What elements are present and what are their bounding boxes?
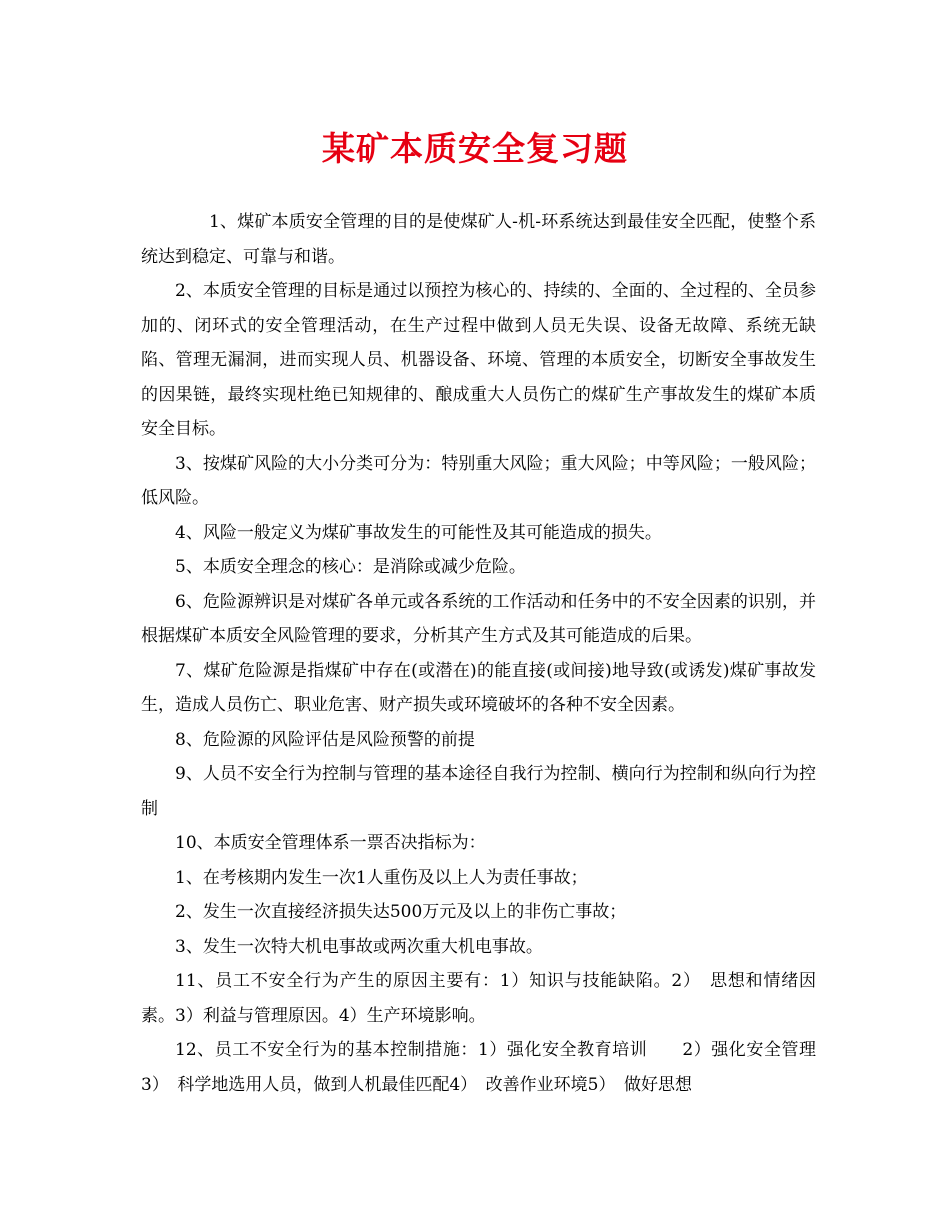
paragraph: 2、发生一次直接经济损失达500万元及以上的非伤亡事故；: [175, 902, 627, 922]
paragraph: 4、风险一般定义为煤矿事故发生的可能性及其可能造成的损失。: [175, 522, 662, 543]
paragraph: 9、人员不安全行为控制与管理的基本途径自我行为控制、横向行为控制和纵向行为控制: [141, 764, 816, 819]
document-body: [141, 205, 850, 1102]
paragraph: 8、危险源的风险评估是风险预警的前提: [175, 729, 475, 750]
document-title: 某矿本质安全复习题: [322, 129, 628, 168]
paragraph: 12、员工不安全行为的基本控制措施：1）强化安全教育培训 2）强化安全管理 3） 科学地选用人员，做到人机最佳匹配4） 改善作业环境5） 做好思想: [141, 1040, 850, 1095]
paragraph: 7、煤矿危险源是指煤矿中存在(或潜在)的能直接(或间接)地导致(或诱发)煤矿事故发生，造成人员伤亡、职业危害、财产损失或环境破坏的各种不安全因素。: [141, 660, 816, 715]
paragraph: 11、员工不安全行为产生的原因主要有：1）知识与技能缺陷。2） 思想和情绪因素。3）利益与管理原因。4）生产环境影响。: [141, 971, 816, 1026]
paragraph: 1、在考核期内发生一次1人重伤及以上人为责任事故；: [175, 867, 588, 888]
paragraph: 10、本质安全管理体系一票否决指标为：: [175, 833, 486, 853]
paragraph: 3、按煤矿风险的大小分类可分为：特别重大风险；重大风险；中等风险；一般风险；低风险。: [141, 453, 816, 508]
paragraph: 6、危险源辨识是对煤矿各单元或各系统的工作活动和任务中的不安全因素的识别，并根据煤矿本质安全风险管理的要求，分析其产生方式及其可能造成的后果。: [141, 591, 816, 646]
paragraph: 2、本质安全管理的目标是通过以预控为核心的、持续的、全面的、全过程的、全员参加的、闭环式的安全管理活动，在生产过程中做到人员无失误、设备无故障、系统无缺陷、管理无漏洞，进而实现人员、机器设备、环境、管理的本质安全，切断安全事故发生的因果链，最终实现杜绝已知规律的、酿成重大人员伤亡的煤矿生产事故发生的煤矿本质安全目标。: [141, 281, 816, 439]
paragraph: 5、本质安全理念的核心：是消除或减少危险。: [175, 557, 526, 577]
paragraph: 3、发生一次特大机电事故或两次重大机电事故。: [175, 936, 543, 957]
paragraph: 1、煤矿本质安全管理的目的是使煤矿人-机-环系统达到最佳安全匹配，使整个系统达到稳定、可靠与和谐。: [141, 212, 816, 267]
